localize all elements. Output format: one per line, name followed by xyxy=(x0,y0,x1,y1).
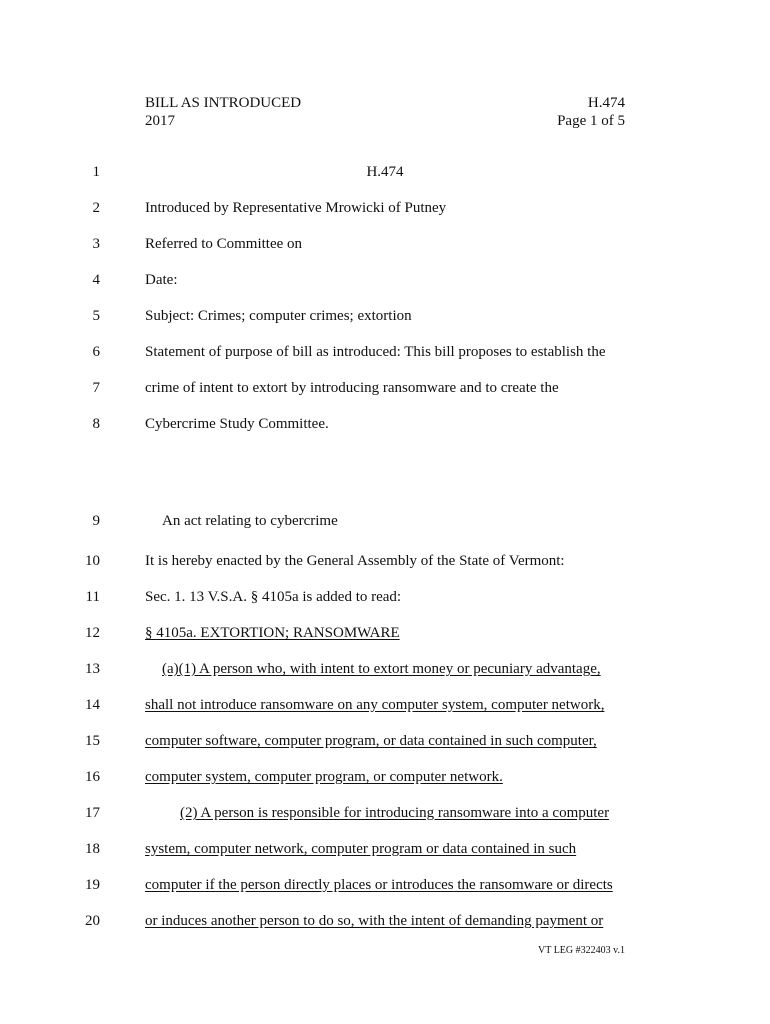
statute-text: (2) A person is responsible for introducing ransomware into a computer xyxy=(180,805,610,821)
line-20 xyxy=(0,910,770,932)
line-9 xyxy=(0,510,770,532)
act-title: An act relating to cybercrime xyxy=(162,513,338,529)
header-right xyxy=(557,94,625,130)
page-indicator: Page 1 of 5 xyxy=(557,113,625,129)
line-10 xyxy=(0,550,770,572)
line-number: 10 xyxy=(85,553,100,569)
line-number: 8 xyxy=(92,416,100,432)
body-text: Cybercrime Study Committee. xyxy=(145,416,329,432)
line-number: 3 xyxy=(92,236,100,252)
body-text: Statement of purpose of bill as introduced: This bill proposes to establish the xyxy=(145,344,606,360)
statute-text: or induces another person to do so, with the intent of demanding payment or xyxy=(145,913,604,929)
statute-text: computer system, computer program, or computer network. xyxy=(145,769,503,785)
line-14 xyxy=(0,694,770,716)
line-5 xyxy=(0,305,770,327)
statute-text: system, computer network, computer program or data contained in such xyxy=(145,841,577,857)
sponsor-text: Introduced by Representative Mrowicki of Putney xyxy=(145,200,447,216)
line-3 xyxy=(0,233,770,255)
line-13 xyxy=(0,658,770,680)
line-6 xyxy=(0,341,770,363)
document-footer: VT LEG #322403 v.1 xyxy=(538,945,625,956)
line-15 xyxy=(0,730,770,752)
line-12 xyxy=(0,622,770,644)
line-16 xyxy=(0,766,770,788)
line-number: 4 xyxy=(92,272,100,288)
line-number: 15 xyxy=(85,733,100,749)
line-8 xyxy=(0,413,770,435)
line-7 xyxy=(0,377,770,399)
line-19 xyxy=(0,874,770,896)
line-number: 19 xyxy=(85,877,100,893)
line-2 xyxy=(0,197,770,219)
statute-text: computer if the person directly places or introduces the ransomware or directs xyxy=(145,877,613,893)
line-number: 6 xyxy=(92,344,100,360)
line-17 xyxy=(0,802,770,824)
subject-text: Subject: Crimes; computer crimes; extortion xyxy=(145,308,412,324)
line-number: 18 xyxy=(85,841,100,857)
line-1 xyxy=(0,161,770,183)
bill-title: H.474 xyxy=(366,164,404,180)
line-number: 13 xyxy=(85,661,100,677)
bill-status: BILL AS INTRODUCED xyxy=(145,95,302,111)
line-number: 14 xyxy=(85,697,100,713)
line-number: 2 xyxy=(92,200,100,216)
line-number: 17 xyxy=(85,805,100,821)
line-11 xyxy=(0,586,770,608)
line-number: 11 xyxy=(85,589,100,605)
line-number: 5 xyxy=(92,308,100,324)
line-number: 9 xyxy=(92,513,100,529)
line-number: 12 xyxy=(85,625,100,641)
section-heading: Sec. 1. 13 V.S.A. § 4105a is added to read: xyxy=(145,589,402,605)
committee-text: Referred to Committee on xyxy=(145,236,303,252)
line-number: 20 xyxy=(85,913,100,929)
bill-number: H.474 xyxy=(587,95,625,111)
line-number: 16 xyxy=(85,769,100,785)
statute-text: (a)(1) A person who, with intent to extort money or pecuniary advantage, xyxy=(162,661,601,677)
line-4 xyxy=(0,269,770,291)
statute-text: computer software, computer program, or data contained in such computer, xyxy=(145,733,597,749)
statute-text: shall not introduce ransomware on any computer system, computer network, xyxy=(145,697,605,713)
line-18 xyxy=(0,838,770,860)
body-text: crime of intent to extort by introducing ransomware and to create the xyxy=(145,380,559,396)
enacting-clause: It is hereby enacted by the General Assembly of the State of Vermont: xyxy=(145,553,565,569)
date-text: Date: xyxy=(145,272,178,288)
header-left xyxy=(145,94,301,130)
statute-heading: § 4105a. EXTORTION; RANSOMWARE xyxy=(145,625,400,641)
line-number: 1 xyxy=(92,164,100,180)
line-number: 7 xyxy=(92,380,100,396)
bill-year: 2017 xyxy=(145,113,175,129)
